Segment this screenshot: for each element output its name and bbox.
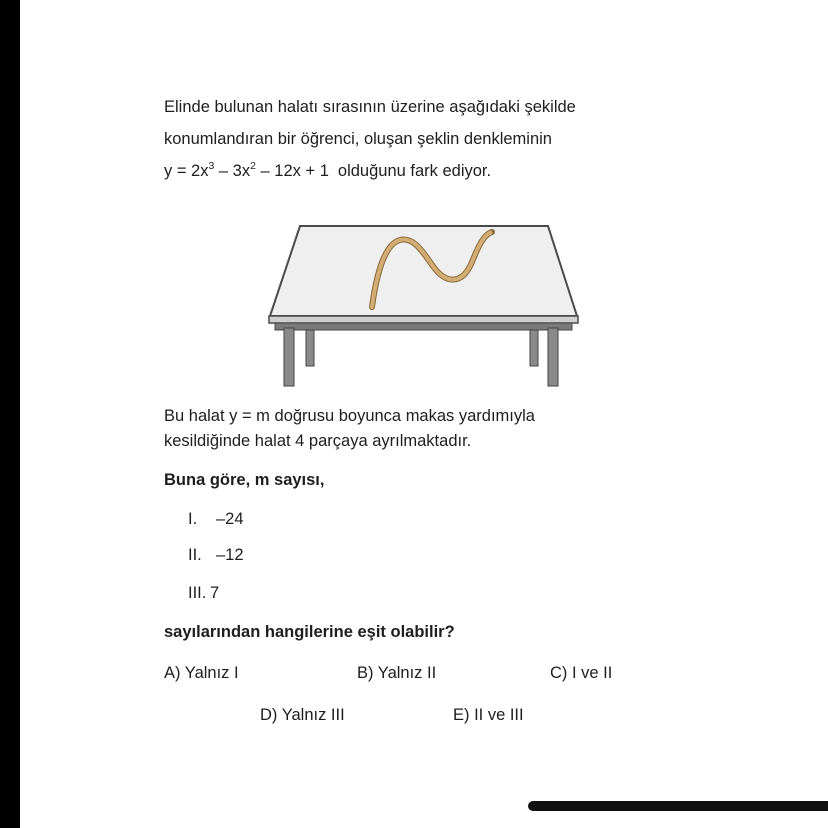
table-leg-back-left xyxy=(306,328,314,366)
equation-tail: olduğunu fark ediyor. xyxy=(337,162,492,180)
intro-line-1: Elinde bulunan halatı sırasının üzerine aşağıdaki şekilde xyxy=(164,98,576,116)
option-d[interactable]: D) Yalnız III xyxy=(260,706,345,724)
item-iii-label: III. xyxy=(188,584,207,602)
option-b[interactable]: B) Yalnız II xyxy=(357,664,437,682)
table-frame xyxy=(275,323,572,330)
item-i-label: I. xyxy=(188,510,198,528)
item-i xyxy=(188,510,244,529)
table-leg-front-right xyxy=(548,328,558,386)
table-edge xyxy=(269,316,578,323)
table-top xyxy=(270,226,577,316)
equation-exponent-1: 3 xyxy=(208,160,215,172)
after-figure-line-2: kesildiğinde halat 4 parçaya ayrılmaktadır. xyxy=(164,432,472,450)
item-iii xyxy=(188,584,219,603)
item-iii-value: 7 xyxy=(210,584,220,602)
equation-part-1: y = 2x xyxy=(164,162,209,180)
item-i-value: –24 xyxy=(216,510,244,528)
equation-part-3: – 12x + 1 xyxy=(255,162,329,180)
item-ii-value: –12 xyxy=(216,546,244,564)
home-indicator[interactable] xyxy=(528,801,828,811)
option-e[interactable]: E) II ve III xyxy=(453,706,524,724)
screen-left-edge xyxy=(0,0,20,828)
table-with-rope-icon xyxy=(266,222,582,392)
equation-exponent-2: 2 xyxy=(250,160,256,172)
option-a[interactable]: A) Yalnız I xyxy=(164,664,239,682)
table-leg-front-left xyxy=(284,328,294,386)
table-leg-back-right xyxy=(530,328,538,366)
question-prompt: Buna göre, m sayısı, xyxy=(164,471,325,489)
item-ii xyxy=(188,546,244,565)
option-c[interactable]: C) I ve II xyxy=(550,664,613,682)
equation-part-2: – 3x xyxy=(214,162,251,180)
equation-line xyxy=(164,162,491,181)
item-ii-label: II. xyxy=(188,546,202,564)
closing-line: sayılarından hangilerine eşit olabilir? xyxy=(164,623,455,641)
after-figure-line-1: Bu halat y = m doğrusu boyunca makas yardımıyla xyxy=(164,407,535,425)
intro-line-2: konumlandıran bir öğrenci, oluşan şeklin denkleminin xyxy=(164,130,552,148)
